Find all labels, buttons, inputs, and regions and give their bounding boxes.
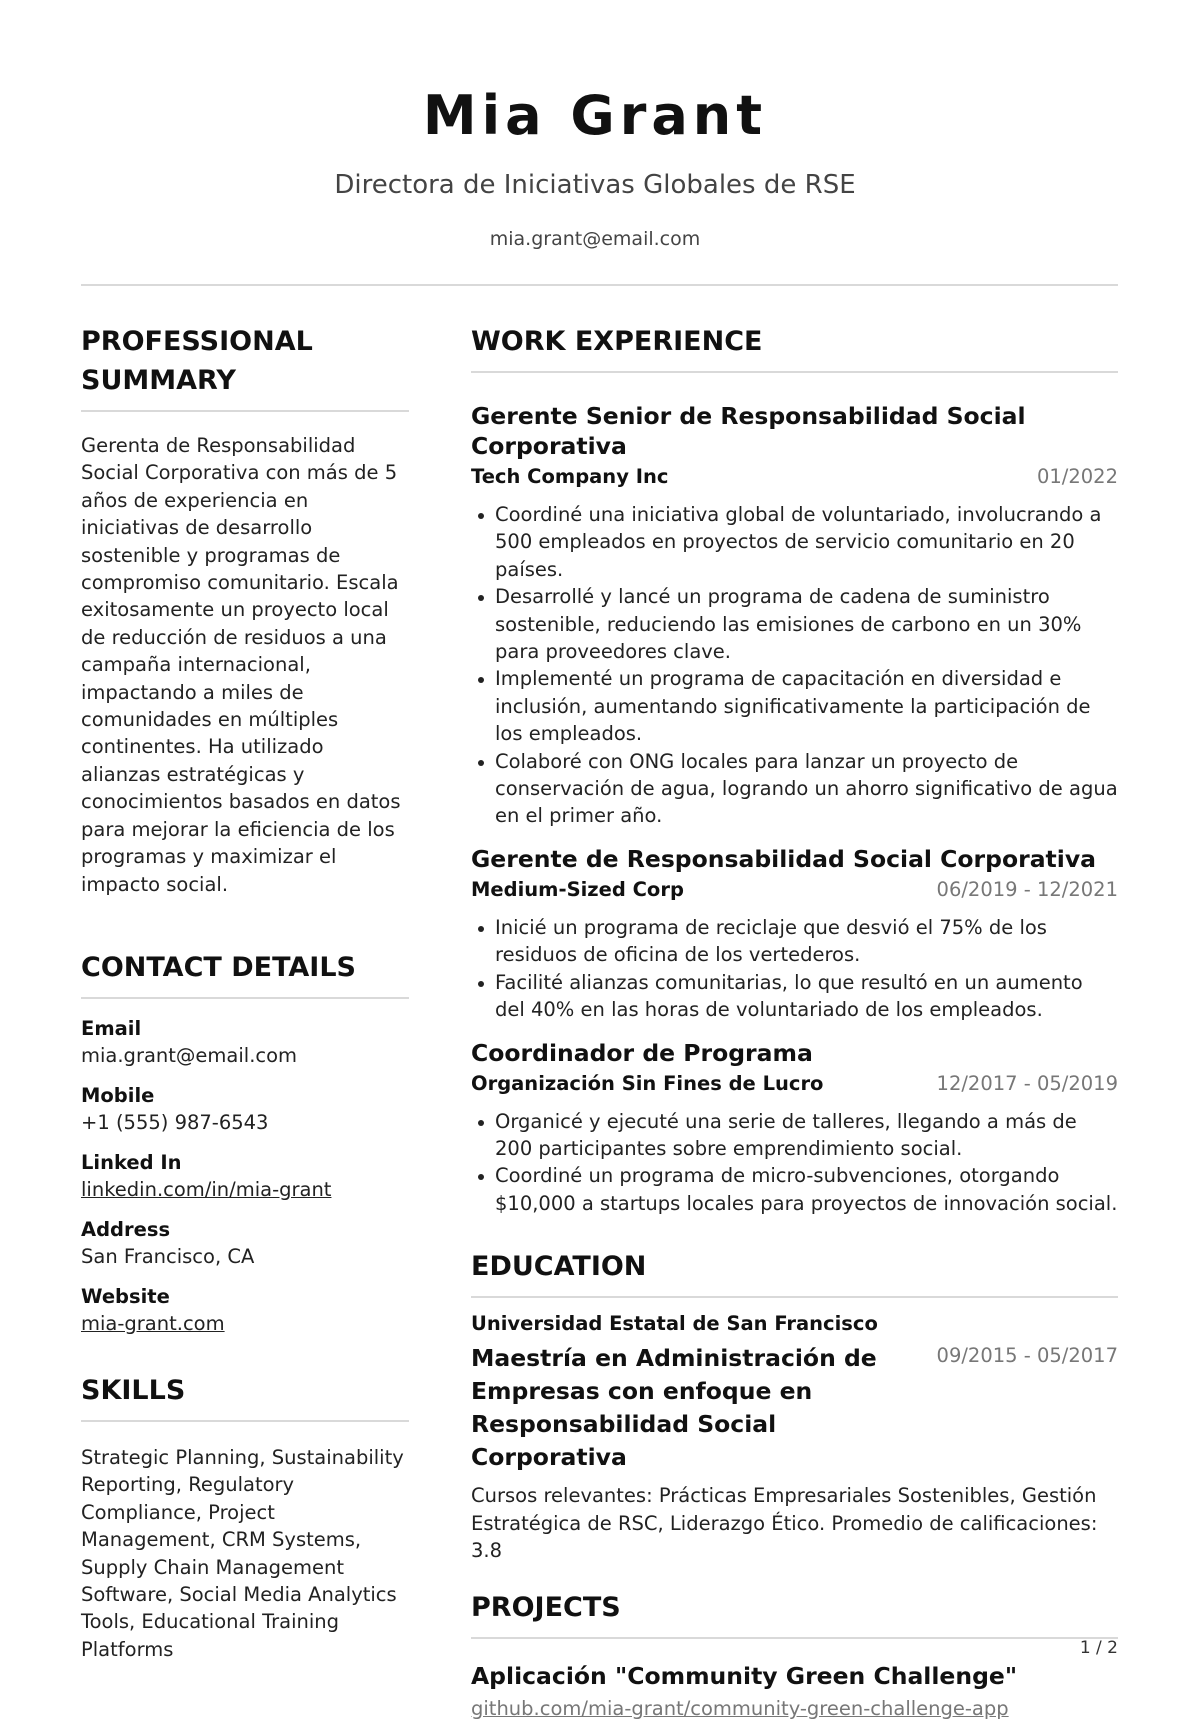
job-title: Coordinador de Programa	[471, 1038, 813, 1067]
project-title: Aplicación "Community Green Challenge"	[471, 1662, 1018, 1691]
contact-heading: CONTACT DETAILS	[81, 948, 409, 999]
job-company: Organización Sin Fines de Lucro	[471, 1071, 824, 1095]
right-column	[471, 322, 1118, 1723]
candidate-name: Mia Grant	[422, 84, 768, 147]
contact-address: San Francisco, CA	[81, 1244, 255, 1268]
education-degree: Maestría en Administración de Empresas con enfoque en Responsabilidad Social Corporativa	[471, 1344, 877, 1472]
job-title: Gerente Senior de Responsabilidad Social Corporativa	[471, 402, 1026, 460]
job-bullets	[471, 914, 1118, 1024]
job-bullet: Coordiné un programa de micro-subvenciones, otorgando $10,000 a startups locales para proyectos de innovación social.	[471, 1162, 1118, 1217]
header-email[interactable]: mia.grant@email.com	[489, 228, 701, 250]
left-column	[81, 322, 409, 1663]
contact-label-mobile: Mobile	[81, 1083, 155, 1107]
contact-linkedin-link[interactable]: linkedin.com/in/mia-grant	[81, 1177, 332, 1201]
candidate-title: Directora de Iniciativas Globales de RSE	[334, 170, 856, 200]
job-company: Tech Company Inc	[471, 465, 669, 488]
job-dates: 06/2019 - 12/2021	[936, 877, 1118, 901]
contact-label-linkedin: Linked In	[81, 1150, 182, 1174]
job-bullets	[471, 1108, 1118, 1218]
page-number: 1 / 2	[1079, 1638, 1118, 1658]
job-bullet: Implementé un programa de capacitación en diversidad e inclusión, aumentando significativamente la participación de los empleados.	[471, 665, 1118, 747]
job-entry	[471, 844, 1118, 1024]
summary-section	[81, 322, 409, 898]
contact-label-address: Address	[81, 1217, 171, 1241]
contact-label-email: Email	[81, 1016, 142, 1040]
job-bullet: Coordiné una iniciativa global de voluntariado, involucrando a 500 empleados en proyectos de servicio comunitario en 20 países.	[471, 501, 1118, 583]
education-dates: 09/2015 - 05/2017	[936, 1344, 1118, 1368]
summary-text: Gerenta de Responsabilidad Social Corporativa con más de 5 años de experiencia en iniciativas de desarrollo sostenible y programas de compromiso comunitario. Escala exitosamente un proyecto local de reducción de residuos a una campaña internacional, impactando a miles de comunidades en múltiples continentes. Ha utilizado alianzas estratégicas y conocimientos basados en datos para mejorar la eficiencia de los programas y maximizar el impacto social.	[81, 434, 401, 896]
job-bullets	[471, 501, 1118, 830]
project-link[interactable]: github.com/mia-grant/community-green-challenge-app	[471, 1697, 1009, 1721]
job-bullet: Organicé y ejecuté una serie de talleres, llegando a más de 200 participantes sobre emprendimiento social.	[471, 1108, 1118, 1163]
job-bullet: Inicié un programa de reciclaje que desvió el 75% de los residuos de oficina de los vertederos.	[471, 914, 1118, 969]
contact-section	[81, 948, 409, 1337]
contact-label-website: Website	[81, 1284, 170, 1308]
job-entry	[471, 401, 1118, 830]
contact-website-link[interactable]: mia-grant.com	[81, 1311, 225, 1335]
education-section	[471, 1247, 1118, 1564]
job-bullet: Facilité alianzas comunitarias, lo que resultó en un aumento del 40% en las horas de voluntariado de los empleados.	[471, 969, 1118, 1024]
projects-section	[471, 1588, 1118, 1723]
job-dates: 12/2017 - 05/2019	[936, 1071, 1118, 1095]
education-heading: EDUCATION	[471, 1247, 1118, 1298]
skills-heading: SKILLS	[81, 1371, 409, 1422]
job-title: Gerente de Responsabilidad Social Corporativa	[471, 844, 1097, 873]
job-entry	[471, 1038, 1118, 1218]
header-divider	[81, 284, 1118, 286]
skills-text: Strategic Planning, Sustainability Reporting, Regulatory Compliance, Project Management, CRM Systems, Supply Chain Management Software, Social Media Analytics Tools, Educational Training Platforms	[81, 1445, 404, 1661]
projects-heading: PROJECTS	[471, 1588, 1118, 1639]
summary-heading: PROFESSIONAL SUMMARY	[81, 322, 409, 412]
contact-mobile: +1 (555) 987-6543	[81, 1110, 269, 1134]
job-dates: 01/2022	[1036, 465, 1118, 488]
skills-section	[81, 1371, 409, 1663]
education-courses: Cursos relevantes: Prácticas Empresariales Sostenibles, Gestión Estratégica de RSC, Liderazgo Ético. Promedio de calificaciones: 3.8	[471, 1484, 1098, 1562]
job-company: Medium-Sized Corp	[471, 877, 684, 901]
education-school: Universidad Estatal de San Francisco	[471, 1312, 878, 1336]
experience-heading: WORK EXPERIENCE	[471, 322, 1118, 373]
job-bullet: Desarrollé y lancé un programa de cadena de suministro sostenible, reduciendo las emisiones de carbono en un 30% para proveedores clave.	[471, 583, 1118, 665]
contact-email[interactable]: mia.grant@email.com	[81, 1043, 298, 1067]
job-bullet: Colaboré con ONG locales para lanzar un proyecto de conservación de agua, logrando un ahorro significativo de agua en el primer año.	[471, 748, 1118, 830]
